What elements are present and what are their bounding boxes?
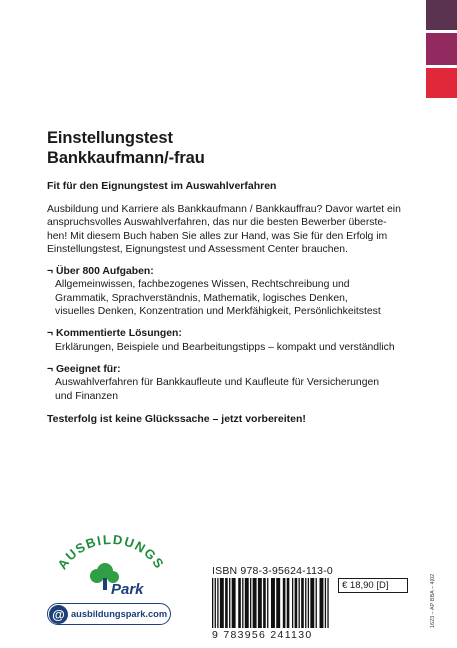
intro-line: anspruchsvolles Auswahlverfahren, das nur die besten Bewerber überste- (47, 217, 387, 229)
isbn-label: ISBN 978-3-95624-113-0 (212, 565, 333, 577)
barcode-bar (271, 578, 275, 628)
intro-line: Einstellungstest, Eignungstest und Assessment Center brauchen. (47, 243, 348, 255)
intro-paragraph (47, 203, 407, 256)
barcode-bar (258, 578, 262, 628)
book-title (47, 128, 407, 168)
top-color-band (426, 0, 457, 30)
barcode-bar (327, 578, 328, 628)
section-line: Erklärungen, Beispiele und Bearbeitungstipps – kompakt und verständlich (55, 341, 395, 353)
bullet-glyph: ¬ (47, 328, 54, 340)
section-body (47, 341, 407, 354)
title-line: Bankkaufmann/-frau (47, 149, 205, 167)
at-icon: @ (49, 605, 68, 624)
bullet-glyph: ¬ (47, 363, 54, 375)
section-line: Grammatik, Sprachverständnis, Mathematik, logisches Denken, (55, 292, 348, 304)
barcode-bar (253, 578, 257, 628)
website-link[interactable] (47, 603, 171, 625)
logo-park-word: Park (111, 581, 144, 598)
barcode (212, 578, 330, 628)
website-url: ausbildungspark.com (71, 609, 168, 619)
bottom-color-band (426, 68, 457, 98)
side-print-code: 1623 – AP BBA – 4|02 (430, 573, 436, 628)
section-body (47, 278, 407, 318)
subtitle: Fit für den Eignungstest im Auswahlverfahren (47, 180, 277, 192)
barcode-bar (325, 578, 326, 628)
section-line: visuelles Denken, Konzentration und Merkfähigkeit, Persönlichkeitstest (55, 306, 381, 318)
section-body (47, 376, 407, 403)
barcode-bar (225, 578, 228, 628)
logo-arc-text: AUSBILDUNGS (54, 534, 168, 572)
title-line: Einstellungstest (47, 129, 173, 147)
barcode-bar (283, 578, 286, 628)
barcode-bar (316, 578, 317, 628)
middle-color-band (426, 33, 457, 65)
barcode-bar (250, 578, 251, 628)
back-cover-text (47, 128, 407, 426)
barcode-bar (299, 578, 300, 628)
bullet-glyph: ¬ (47, 266, 54, 278)
barcode-bar (267, 578, 268, 628)
barcode-bar (295, 578, 298, 628)
barcode-bar (220, 578, 224, 628)
barcode-bar (263, 578, 266, 628)
barcode-bar (232, 578, 236, 628)
section-heading: ¬ Über 800 Aufgaben: (47, 266, 154, 278)
barcode-bar (301, 578, 304, 628)
barcode-bar (229, 578, 230, 628)
barcode-bar (212, 578, 213, 628)
barcode-bar (305, 578, 306, 628)
barcode-bar (310, 578, 314, 628)
barcode-bar (287, 578, 290, 628)
section-line: und Finanzen (55, 390, 118, 402)
ausbildungspark-logo (45, 534, 175, 600)
feature-section-solutions (47, 327, 407, 354)
tree-park-logo-icon (45, 534, 175, 600)
section-line: Allgemeinwissen, fachbezogenes Wissen, Rechtschreibung und (55, 279, 350, 291)
price-box: € 18,90 [D] (338, 578, 408, 593)
feature-section-tasks (47, 265, 407, 318)
barcode-bar (308, 578, 309, 628)
closing-tagline: Testerfolg ist keine Glückssache – jetzt vorbereiten! (47, 412, 306, 425)
section-heading: ¬ Kommentierte Lösungen: (47, 328, 182, 340)
intro-line: hen! Mit diesem Buch haben Sie alles zur Hand, was Sie für den Erfolg im (47, 230, 388, 242)
feature-section-suitable (47, 363, 407, 403)
barcode-bar (276, 578, 280, 628)
barcode-bar (217, 578, 218, 628)
barcode-bar (238, 578, 241, 628)
barcode-bar (292, 578, 293, 628)
barcode-digits: 9 783956 241130 (212, 629, 313, 641)
section-line: Auswahlverfahren für Bankkaufleute und Kaufleute für Versicherungen (55, 377, 380, 389)
barcode-bar (215, 578, 216, 628)
section-heading: ¬ Geeignet für: (47, 363, 121, 375)
barcode-bar (245, 578, 249, 628)
barcode-bar (320, 578, 324, 628)
intro-line: Ausbildung und Karriere als Bankkaufmann / Bankkauffrau? Davor wartet ein (47, 204, 401, 215)
barcode-bar (242, 578, 243, 628)
